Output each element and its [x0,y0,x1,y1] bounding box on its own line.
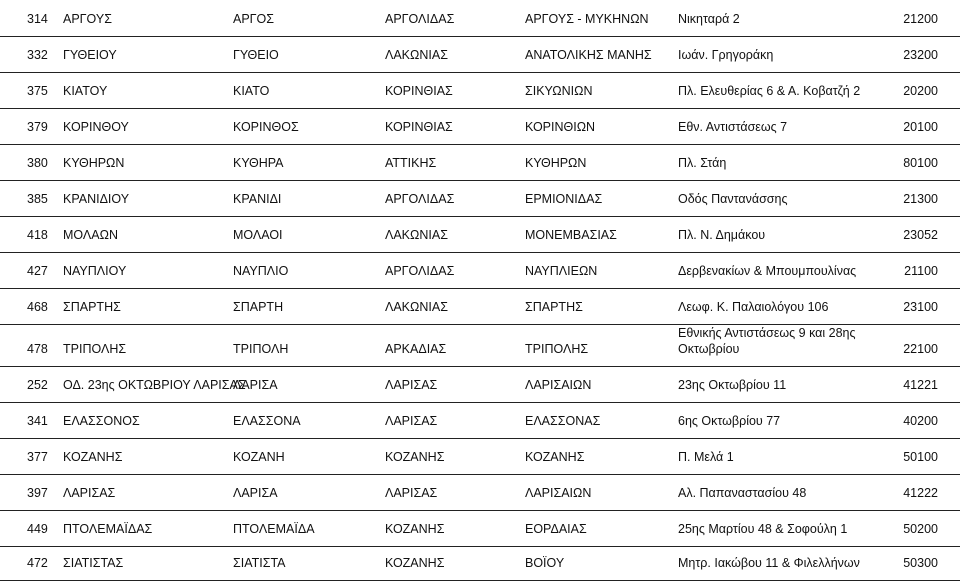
postal-code: 20200 [903,83,938,98]
branch-code-cell [0,474,60,510]
branch-name: ΜΟΛΑΩΝ [63,227,118,242]
branch-name: ΟΔ. 23ης ΟΚΤΩΒΡΙΟΥ ΛΑΡΙΣΑΣ [63,377,246,392]
postal-code-cell [871,144,960,180]
municipality-cell [522,72,675,108]
municipality: ΛΑΡΙΣΑΙΩΝ [525,377,592,392]
postal-code: 23052 [903,227,938,242]
branch-name: ΣΙΑΤΙΣΤΑΣ [63,555,124,570]
branch-code: 379 [27,119,48,134]
postal-code-cell [871,438,960,474]
address: 6ης Οκτωβρίου 77 [678,413,781,428]
municipality: ΣΠΑΡΤΗΣ [525,299,583,314]
prefecture: ΑΡΓΟΛΙΔΑΣ [385,191,455,206]
postal-code-cell [871,216,960,252]
municipality-cell [522,474,675,510]
city: ΝΑΥΠΛΙΟ [233,263,289,278]
address-cell [675,108,871,144]
postal-code-cell [871,0,960,36]
branch-name-cell [60,438,230,474]
prefecture: ΚΟΖΑΝΗΣ [385,521,445,536]
branch-name-cell [60,216,230,252]
address: Λεωφ. Κ. Παλαιολόγου 106 [678,299,829,314]
table-row [0,216,960,252]
city-cell [230,366,382,402]
city-cell [230,108,382,144]
address: Π. Μελά 1 [678,449,734,464]
table-row [0,144,960,180]
address: Νικηταρά 2 [678,11,740,26]
municipality-cell [522,288,675,324]
branch-code-cell [0,72,60,108]
city-cell [230,402,382,438]
prefecture-cell [382,474,522,510]
table-row [0,288,960,324]
branch-code: 449 [27,521,48,536]
prefecture-cell [382,402,522,438]
prefecture: ΚΟΖΑΝΗΣ [385,555,445,570]
municipality-cell [522,0,675,36]
municipality-cell [522,324,675,366]
prefecture: ΑΤΤΙΚΗΣ [385,155,437,170]
address-cell [675,144,871,180]
postal-code: 40200 [903,413,938,428]
table-row [0,0,960,36]
prefecture-cell [382,36,522,72]
city: ΚΟΡΙΝΘΟΣ [233,119,299,134]
municipality: ΚΟΖΑΝΗΣ [525,449,585,464]
postal-code-cell [871,510,960,546]
prefecture: ΚΟΖΑΝΗΣ [385,449,445,464]
branch-code: 380 [27,155,48,170]
municipality: ΣΙΚΥΩΝΙΩΝ [525,83,593,98]
postal-code: 41222 [903,485,938,500]
branch-name-cell [60,252,230,288]
city-cell [230,36,382,72]
postal-code-cell [871,366,960,402]
branch-code-cell [0,216,60,252]
branch-name: ΛΑΡΙΣΑΣ [63,485,116,500]
postal-code-cell [871,72,960,108]
branch-name: ΝΑΥΠΛΙΟΥ [63,263,127,278]
city: ΚΥΘΗΡΑ [233,155,284,170]
city-cell [230,180,382,216]
municipality-cell [522,216,675,252]
city: ΕΛΑΣΣΟΝΑ [233,413,301,428]
address: Πλ. Ελευθερίας 6 & Α. Κοβατζή 2 [678,83,861,98]
prefecture: ΛΑΡΙΣΑΣ [385,377,438,392]
branch-name: ΚΟΡΙΝΘΟΥ [63,119,129,134]
address: Δερβενακίων & Μπουμπουλίνας [678,263,857,278]
municipality: ΛΑΡΙΣΑΙΩΝ [525,485,592,500]
prefecture: ΛΑΡΙΣΑΣ [385,413,438,428]
branch-code: 375 [27,83,48,98]
address: Μητρ. Ιακώβου 11 & Φιλελλήνων [678,555,860,570]
branch-name: ΠΤΟΛΕΜΑΪΔΑΣ [63,521,153,536]
table-row [0,402,960,438]
prefecture-cell [382,438,522,474]
city: ΚΙΑΤΟ [233,83,270,98]
prefecture: ΑΡΓΟΛΙΔΑΣ [385,263,455,278]
address: Εθν. Αντιστάσεως 7 [678,119,788,134]
branch-name: ΚΡΑΝΙΔΙΟΥ [63,191,130,206]
branch-code: 332 [27,47,48,62]
branch-code-cell [0,252,60,288]
address-cell [675,510,871,546]
branch-name-cell [60,366,246,402]
prefecture: ΛΑΚΩΝΙΑΣ [385,47,448,62]
postal-code: 23100 [903,299,938,314]
city: ΠΤΟΛΕΜΑΪΔΑ [233,521,315,536]
address-cell [675,180,871,216]
postal-code: 23200 [903,47,938,62]
municipality: ΑΝΑΤΟΛΙΚΗΣ ΜΑΝΗΣ [525,47,652,62]
city-cell [230,0,382,36]
table-row [0,510,960,546]
prefecture-cell [382,324,522,366]
municipality-cell [522,402,675,438]
table-row [0,180,960,216]
branch-name: ΚΟΖΑΝΗΣ [63,449,123,464]
city: ΜΟΛΑΟΙ [233,227,283,242]
postal-code-cell [871,474,960,510]
branch-code: 341 [27,413,48,428]
city-cell [230,510,382,546]
prefecture-cell [382,144,522,180]
address-cell [675,252,871,288]
branch-code: 478 [27,341,48,356]
city-cell [230,252,382,288]
branch-code-cell [0,366,60,402]
municipality: ΕΟΡΔΑΙΑΣ [525,521,587,536]
prefecture-cell [382,180,522,216]
prefecture: ΛΑΡΙΣΑΣ [385,485,438,500]
postal-code: 20100 [903,119,938,134]
prefecture: ΑΡΓΟΛΙΔΑΣ [385,11,455,26]
postal-code: 50300 [903,555,938,570]
branch-code: 468 [27,299,48,314]
branch-name: ΣΠΑΡΤΗΣ [63,299,121,314]
city: ΓΥΘΕΙΟ [233,47,279,62]
prefecture-cell [382,216,522,252]
branch-code-cell [0,36,60,72]
city-cell [230,216,382,252]
branch-name-cell [60,402,230,438]
city: ΤΡΙΠΟΛΗ [233,341,289,356]
municipality-cell [522,252,675,288]
branch-code-cell [0,288,60,324]
municipality: ΒΟΪΟΥ [525,555,565,570]
municipality: ΚΥΘΗΡΩΝ [525,155,587,170]
postal-code: 50200 [903,521,938,536]
table-row [0,474,960,510]
branch-code: 397 [27,485,48,500]
table-row [0,438,960,474]
prefecture-cell [382,72,522,108]
city-cell [230,144,382,180]
postal-code: 80100 [903,155,938,170]
branch-code-cell [0,108,60,144]
branch-name-cell [60,36,230,72]
city: ΛΑΡΙΣΑ [233,377,278,392]
branch-code-cell [0,510,60,546]
city-cell [230,324,382,366]
table-row [0,324,960,366]
table-row [0,366,960,402]
municipality-cell [522,438,675,474]
address: 23ης Οκτωβρίου 11 [678,377,787,392]
municipality: ΕΛΑΣΣΟΝΑΣ [525,413,601,428]
prefecture-cell [382,366,522,402]
prefecture-cell [382,108,522,144]
address-cell [675,438,871,474]
city-cell [230,288,382,324]
city: ΣΙΑΤΙΣΤΑ [233,555,286,570]
prefecture: ΛΑΚΩΝΙΑΣ [385,227,448,242]
branch-code: 385 [27,191,48,206]
city: ΑΡΓΟΣ [233,11,275,26]
postal-code-cell [871,324,960,366]
postal-code: 21200 [903,11,938,26]
postal-code-cell [871,402,960,438]
prefecture-cell [382,0,522,36]
branch-code-cell [0,144,60,180]
postal-code: 22100 [903,341,938,356]
branch-name-cell [60,288,230,324]
municipality: ΕΡΜΙΟΝΙΔΑΣ [525,191,603,206]
postal-code-cell [871,180,960,216]
branch-code-cell [0,0,60,36]
address: 25ης Μαρτίου 48 & Σοφούλη 1 [678,521,848,536]
address-cell [675,216,871,252]
address-cell [675,402,871,438]
branch-name-cell [60,510,230,546]
table-row [0,36,960,72]
city: ΚΡΑΝΙΔΙ [233,191,282,206]
branch-code: 427 [27,263,48,278]
address: Ιωάν. Γρηγοράκη [678,47,774,62]
branch-name: ΕΛΑΣΣΟΝΟΣ [63,413,140,428]
municipality: ΜΟΝΕΜΒΑΣΙΑΣ [525,227,617,242]
postal-code-cell [871,36,960,72]
prefecture: ΛΑΚΩΝΙΑΣ [385,299,448,314]
postal-code: 21300 [903,191,938,206]
table-row [0,72,960,108]
address: Πλ. Στάη [678,155,727,170]
branch-name-cell [60,180,230,216]
branch-code: 472 [27,555,48,570]
postal-code-cell [871,108,960,144]
prefecture-cell [382,510,522,546]
branch-code: 418 [27,227,48,242]
branch-name-cell [60,144,230,180]
branch-name: ΚΥΘΗΡΩΝ [63,155,125,170]
prefecture: ΑΡΚΑΔΙΑΣ [385,341,447,356]
branch-code-cell [0,402,60,438]
address-cell [675,288,871,324]
address-cell [675,366,871,402]
branch-code: 252 [27,377,48,392]
address-cell [675,0,871,36]
municipality-cell [522,36,675,72]
municipality-cell [522,108,675,144]
city: ΣΠΑΡΤΗ [233,299,284,314]
postal-code: 21100 [904,263,938,278]
address-cell [675,72,871,108]
address-cell [675,36,871,72]
table-row [0,252,960,288]
branch-code: 377 [27,449,48,464]
address-cell [675,324,871,366]
branch-name-cell [60,324,230,366]
branch-code: 314 [27,11,48,26]
prefecture: ΚΟΡΙΝΘΙΑΣ [385,83,453,98]
address-cell [675,474,871,510]
postal-code: 50100 [903,449,938,464]
city-cell [230,438,382,474]
address: Εθνικής Αντιστάσεως 9 και 28ης Οκτωβρίου [678,325,856,356]
address: Πλ. Ν. Δημάκου [678,227,766,242]
prefecture-cell [382,252,522,288]
branch-name: ΚΙΑΤΟΥ [63,83,108,98]
branch-code-cell [0,180,60,216]
address: Αλ. Παπαναστασίου 48 [678,485,807,500]
branch-name: ΓΥΘΕΙΟΥ [63,47,117,62]
city-cell [230,72,382,108]
postal-code-cell [871,252,960,288]
postal-code: 41221 [903,377,938,392]
municipality: ΚΟΡΙΝΘΙΩΝ [525,119,596,134]
table-row [0,108,960,144]
municipality: ΑΡΓΟΥΣ - ΜΥΚΗΝΩΝ [525,11,649,26]
municipality: ΤΡΙΠΟΛΗΣ [525,341,589,356]
branch-name-cell [60,474,230,510]
branch-name: ΑΡΓΟΥΣ [63,11,112,26]
municipality-cell [522,366,675,402]
municipality-cell [522,144,675,180]
municipality-cell [522,510,675,546]
branch-name-cell [60,72,230,108]
prefecture-cell [382,288,522,324]
branch-code-cell [0,324,60,366]
municipality: ΝΑΥΠΛΙΕΩΝ [525,263,598,278]
branch-name-cell [60,0,230,36]
address: Οδός Παντανάσσης [678,191,788,206]
branch-name: ΤΡΙΠΟΛΗΣ [63,341,127,356]
postal-code-cell [871,288,960,324]
branch-name-cell [60,108,230,144]
city-cell [230,474,382,510]
municipality-cell [522,180,675,216]
city: ΛΑΡΙΣΑ [233,485,278,500]
prefecture: ΚΟΡΙΝΘΙΑΣ [385,119,453,134]
branch-code-cell [0,438,60,474]
city: ΚΟΖΑΝΗ [233,449,285,464]
